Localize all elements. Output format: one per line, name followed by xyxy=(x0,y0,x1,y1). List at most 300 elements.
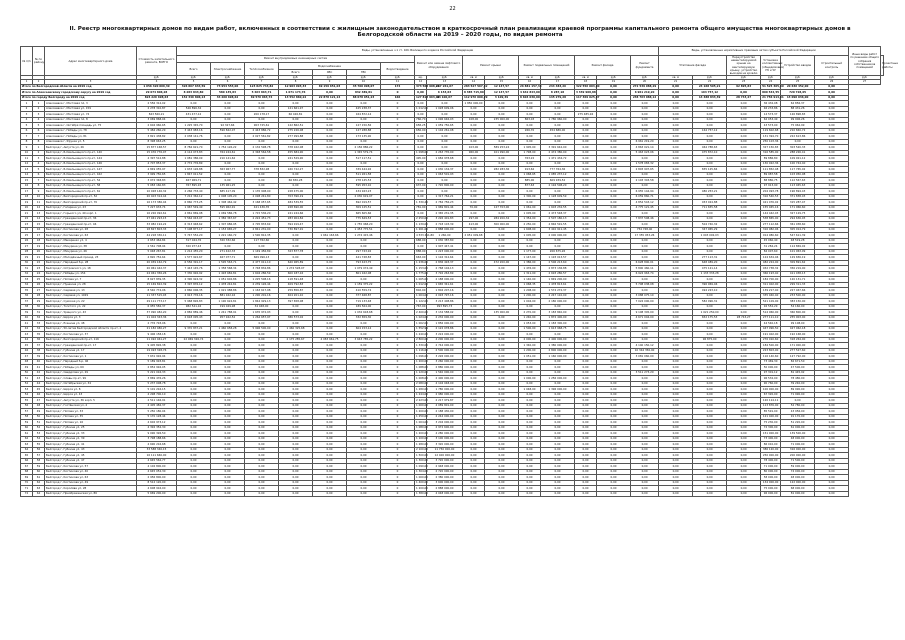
table-cell: 0,00 xyxy=(693,156,727,162)
row-district-number: 36 xyxy=(33,337,45,343)
table-cell: 0,00 xyxy=(727,244,761,250)
table-cell: 0,00 xyxy=(575,178,597,184)
header-address: Адрес многоквартирного дома xyxy=(45,47,137,76)
total-cell: 22 878 121,14 xyxy=(313,95,347,101)
table-cell: 0,00 xyxy=(727,425,761,431)
table-cell: 0,00 xyxy=(597,227,631,233)
table-cell: 0,00 xyxy=(597,266,631,272)
table-cell: 0,00 xyxy=(541,134,575,140)
table-cell: 44 218 330,11 xyxy=(137,233,177,239)
row-address: Алексеевка г, Мостовая пл, 8 xyxy=(45,117,137,123)
table-cell: 14 573,37 xyxy=(761,112,781,118)
unit-label: руб. xyxy=(693,76,727,80)
table-cell: 0,00 xyxy=(245,453,279,459)
table-cell: 0,00 xyxy=(815,381,849,387)
table-cell: 1 048,00 xyxy=(519,387,541,393)
table-cell: 0,00 xyxy=(463,123,485,129)
table-cell: 129 656,19 xyxy=(781,255,815,261)
table-cell: 386 573,02 xyxy=(279,315,313,321)
table-cell: 0,00 xyxy=(659,453,693,459)
row-number: 20 xyxy=(21,205,33,211)
table-cell: 0,00 xyxy=(519,425,541,431)
table-cell: 475 872,10 xyxy=(693,150,727,156)
total-cell: 12 147,57 xyxy=(485,84,519,90)
table-cell: 4 104 048,00 xyxy=(427,381,463,387)
table-cell: 0,00 xyxy=(347,381,381,387)
table-cell: 2 180 000,00 xyxy=(541,299,575,305)
table-cell: 0,00 xyxy=(597,205,631,211)
table-cell: 36 432,08 xyxy=(761,101,781,107)
table-cell: 0,00 xyxy=(463,321,485,327)
row-number: 58 xyxy=(21,414,33,420)
table-cell: 0,00 xyxy=(659,260,693,266)
row-address: Белгород г, Костюкова ул, 40 xyxy=(45,469,137,475)
table-cell: 5 669 200,00 xyxy=(137,491,177,497)
column-number: 12 xyxy=(415,80,427,84)
table-cell: 0,00 xyxy=(177,464,211,470)
table-cell: 191 402,00 xyxy=(761,332,781,338)
table-cell: 0,00 xyxy=(575,398,597,404)
table-cell: 0,00 xyxy=(245,409,279,415)
table-cell: 0,00 xyxy=(463,161,485,167)
row-number: 68 xyxy=(21,469,33,475)
table-cell: 0,00 xyxy=(727,128,761,134)
table-cell: 283 904,84 xyxy=(279,216,313,222)
table-cell: 0,00 xyxy=(463,354,485,360)
table-cell: 122 000,00 xyxy=(781,480,815,486)
table-cell: 10 344 356,00 xyxy=(631,348,659,354)
table-cell: 6 059 860,71 xyxy=(631,194,659,200)
table-cell: 4 775 121,45 xyxy=(631,205,659,211)
table-cell: 0,00 xyxy=(313,117,347,123)
table-cell: 0,00 xyxy=(597,293,631,299)
column-number: 19 xyxy=(597,80,631,84)
table-cell: 0 xyxy=(381,381,415,387)
table-cell: 2 232 000,00 xyxy=(427,315,463,321)
table-cell: 0,00 xyxy=(597,381,631,387)
row-address: Алексеевка г, Победы ул, 78 xyxy=(45,128,137,134)
row-number: 9 xyxy=(21,145,33,151)
total-cell: 1 071 174,76 xyxy=(279,90,313,96)
table-cell: 0,00 xyxy=(659,299,693,305)
table-cell: 0,00 xyxy=(415,112,427,118)
table-cell: 222 613,86 xyxy=(781,134,815,140)
table-cell: 0,00 xyxy=(659,354,693,360)
table-cell: 0,00 xyxy=(313,332,347,338)
table-cell: 0,00 xyxy=(177,447,211,453)
table-cell: 2 278 310,87 xyxy=(137,106,177,112)
table-cell: 0,00 xyxy=(177,139,211,145)
table-cell: 0,00 xyxy=(313,134,347,140)
table-cell: 0,00 xyxy=(177,436,211,442)
row-district-number: 21 xyxy=(33,255,45,261)
table-cell: 9 406 158,18 xyxy=(137,332,177,338)
table-cell: 127 792,00 xyxy=(781,354,815,360)
table-cell: 1 177,00 xyxy=(519,249,541,255)
table-cell: 0,00 xyxy=(485,134,519,140)
table-cell: 0,00 xyxy=(575,447,597,453)
table-cell: 130 022,36 xyxy=(761,161,781,167)
table-cell: 0,00 xyxy=(815,425,849,431)
table-cell: 0,00 xyxy=(659,271,693,277)
table-cell: 0,00 xyxy=(463,387,485,393)
table-cell: 0,00 xyxy=(693,293,727,299)
table-cell: 0,00 xyxy=(597,425,631,431)
table-cell: 0,00 xyxy=(597,304,631,310)
unit-label: руб. xyxy=(815,76,849,80)
table-cell: 0,00 xyxy=(597,134,631,140)
table-cell: 0,00 xyxy=(575,189,597,195)
table-cell: 19 493 328,76 xyxy=(137,348,177,354)
table-cell: 1 311,00 xyxy=(519,271,541,277)
row-number: 35 xyxy=(21,288,33,294)
row-district-number: 38 xyxy=(33,348,45,354)
table-cell: 0,00 xyxy=(211,117,245,123)
table-cell: 2 080,00 xyxy=(416,381,428,386)
table-cell: 0,00 xyxy=(519,403,541,409)
table-cell: 1 967 549,49 xyxy=(177,205,211,211)
table-cell: 184 700,00 xyxy=(761,277,781,283)
table-cell: 317 044,76 xyxy=(177,238,211,244)
table-cell: 0 xyxy=(381,271,415,277)
table-cell: 1 000,00 xyxy=(519,376,541,382)
table-cell: 0,00 xyxy=(597,491,631,497)
table-cell: 0,00 xyxy=(541,475,575,481)
table-cell: 0,00 xyxy=(693,139,727,145)
table-cell: 5 747 552,20 xyxy=(177,233,211,239)
table-cell: 0,00 xyxy=(211,409,245,415)
table-cell: 0,00 xyxy=(463,194,485,200)
row-district-number: 18 xyxy=(33,238,45,244)
table-cell: 0,00 xyxy=(693,161,727,167)
table-cell: 0,00 xyxy=(631,304,659,310)
total-cell: 0,00 xyxy=(415,90,427,96)
table-cell: 0,00 xyxy=(347,442,381,448)
table-cell: 75 000,00 xyxy=(761,486,781,492)
table-cell: 5 237 008,78 xyxy=(137,381,177,387)
table-cell: 1 080,00 xyxy=(416,425,428,430)
table-cell: 0,00 xyxy=(631,480,659,486)
table-cell: 1 163 617,98 xyxy=(245,288,279,294)
table-cell: 0,00 xyxy=(815,216,849,222)
total-cell: 28 743,27 xyxy=(727,95,761,101)
table-cell: 5 221 016,33 xyxy=(137,370,177,376)
table-cell: 1 200,00 xyxy=(519,293,541,299)
table-cell: 271 422,33 xyxy=(211,249,245,255)
unit-label: руб. xyxy=(849,76,881,80)
table-cell: 0,00 xyxy=(177,343,211,349)
row-address: Белгород г, Б.Хмельницкого пр-кт, 146 xyxy=(45,161,137,167)
table-cell: 0,00 xyxy=(485,156,519,162)
table-cell: 0,00 xyxy=(575,200,597,206)
table-cell: 0,00 xyxy=(631,381,659,387)
table-cell: 1 241 788,91 xyxy=(211,310,245,316)
table-cell: 0,00 xyxy=(415,145,427,151)
table-cell: 1 493 682,81 xyxy=(211,271,245,277)
table-cell: 0,00 xyxy=(575,271,597,277)
table-cell: 0 xyxy=(381,315,415,321)
table-cell: 6 955 144,94 xyxy=(631,189,659,195)
table-cell: 0,00 xyxy=(485,299,519,305)
table-cell: 0,00 xyxy=(279,480,313,486)
row-address: Белгород г, Губкина ул, 25 xyxy=(45,425,137,431)
table-cell: 0,00 xyxy=(631,244,659,250)
row-address: Белгород г, Пушкина ул, 28 xyxy=(45,282,137,288)
table-cell: 0,00 xyxy=(313,271,347,277)
table-cell: 0,00 xyxy=(313,469,347,475)
column-number: 9 xyxy=(313,80,347,84)
table-cell: 0 xyxy=(381,123,415,129)
table-cell: 484 539,55 xyxy=(279,200,313,206)
table-cell: 311 402,00 xyxy=(761,282,781,288)
table-cell: 0,00 xyxy=(485,343,519,349)
table-cell: 0,00 xyxy=(463,453,485,459)
table-cell: 66 830,28 xyxy=(279,178,313,184)
table-cell: 0,00 xyxy=(279,117,313,123)
table-cell: 767 895,93 xyxy=(177,183,211,189)
total-cell: 13 552 860,22 xyxy=(279,95,313,101)
table-cell: 200 178,17 xyxy=(245,112,279,118)
table-cell: 0,00 xyxy=(245,425,279,431)
table-cell: 0 xyxy=(381,310,415,316)
table-cell: 0,00 xyxy=(693,321,727,327)
table-cell: 1 193 013,57 xyxy=(541,255,575,261)
table-cell: 0,00 xyxy=(727,365,761,371)
table-cell: 316 000,00 xyxy=(781,447,815,453)
table-cell: 0 xyxy=(381,326,415,332)
table-cell: 0,00 xyxy=(211,172,245,178)
table-cell: 0,00 xyxy=(631,326,659,332)
total-cell: 112 976 000,29 xyxy=(464,95,488,100)
table-cell: 0,00 xyxy=(485,486,519,492)
table-cell: 309 125,51 xyxy=(347,205,381,211)
table-cell: 504 740,32 xyxy=(693,222,727,228)
table-cell: 189 564,00 xyxy=(347,304,381,310)
total-cell: 69 159 651,03 xyxy=(313,84,347,90)
table-cell: 1 603 232,55 xyxy=(541,205,575,211)
table-cell: 5 996 500,00 xyxy=(245,326,279,332)
row-district-number: 6 xyxy=(33,172,45,178)
table-cell: 0,00 xyxy=(597,326,631,332)
table-cell: 0,00 xyxy=(313,260,347,266)
table-cell: 16 226 092,61 xyxy=(137,211,177,217)
table-cell: 20 939 162,79 xyxy=(137,260,177,266)
table-cell: 595 953,10 xyxy=(347,183,381,189)
table-cell: 0,00 xyxy=(727,431,761,437)
table-cell: 10 028 146,32 xyxy=(137,189,177,195)
table-cell: 0,00 xyxy=(541,469,575,475)
table-cell: 33 982 194,22 xyxy=(137,222,177,228)
table-cell: 0,00 xyxy=(347,398,381,404)
table-cell: 1 140,00 xyxy=(519,277,541,283)
table-cell: 0,00 xyxy=(631,458,659,464)
table-cell: 0,00 xyxy=(279,310,313,316)
table-cell: 0,00 xyxy=(631,183,659,189)
table-cell: 6 924 963,74 xyxy=(631,271,659,277)
table-cell: 5 048 267,81 xyxy=(137,249,177,255)
row-district-number: 59 xyxy=(33,464,45,470)
table-cell: 0,00 xyxy=(313,222,347,228)
table-cell: 0,00 xyxy=(485,376,519,382)
row-number: 29 xyxy=(21,255,33,261)
table-cell: 0,00 xyxy=(463,260,485,266)
table-cell: 127 288,88 xyxy=(347,128,381,134)
table-cell: 609 939,52 xyxy=(541,178,575,184)
table-cell: 11 404 343,36 xyxy=(137,315,177,321)
table-cell: 0,00 xyxy=(727,112,761,118)
table-cell: 0,00 xyxy=(727,293,761,299)
total-cell: 0,00 xyxy=(815,90,849,96)
unit-label: руб. xyxy=(137,76,177,80)
table-cell: 511 261,58 xyxy=(347,172,381,178)
table-cell: 0,00 xyxy=(177,420,211,426)
table-cell: 0,00 xyxy=(631,238,659,244)
table-cell: 0,00 xyxy=(485,194,519,200)
table-cell: 0,00 xyxy=(597,464,631,470)
table-cell: 1 221 160,72 xyxy=(211,233,245,239)
table-cell: 1 780 960,00 xyxy=(541,117,575,123)
table-cell: 0,00 xyxy=(463,348,485,354)
table-cell: 2 776 793,06 xyxy=(137,321,177,327)
row-address: Белгород г, Славы пр-кт, 99 xyxy=(45,376,137,382)
table-cell: 4 048 000,00 xyxy=(427,491,463,497)
table-cell: 2 477 011,10 xyxy=(245,260,279,266)
table-cell: 0,00 xyxy=(575,299,597,305)
table-cell: 0,00 xyxy=(815,464,849,470)
table-cell: 0,00 xyxy=(463,277,485,283)
table-cell: 1 032 618,68 xyxy=(347,310,381,316)
table-cell: 0,00 xyxy=(463,299,485,305)
table-cell: 7 837 508,46 xyxy=(631,216,659,222)
table-cell: 0,00 xyxy=(575,167,597,173)
table-cell: 347 965,29 xyxy=(693,227,727,233)
table-cell: 0 xyxy=(381,128,415,134)
table-cell: 0,00 xyxy=(597,156,631,162)
table-cell: 300 000,00 xyxy=(485,222,519,228)
header-system-drain: Водоотведение xyxy=(381,63,415,76)
table-cell: 0,00 xyxy=(279,486,313,492)
header-facade: Ремонт фасада xyxy=(575,56,631,76)
table-cell: 0,00 xyxy=(415,211,427,217)
table-cell: 0,00 xyxy=(463,403,485,409)
table-cell: 0,00 xyxy=(279,403,313,409)
table-cell: 0,00 xyxy=(519,398,541,404)
table-cell: 0,00 xyxy=(211,392,245,398)
table-cell: 0,00 xyxy=(541,244,575,250)
row-address: Белгород г, Попова ул, 7 xyxy=(45,277,137,283)
table-cell: 703 396,19 xyxy=(279,194,313,200)
table-cell: 0,00 xyxy=(727,222,761,228)
total-cell: 12 147,57 xyxy=(485,90,519,96)
table-cell: 0 xyxy=(381,293,415,299)
table-cell: 0,00 xyxy=(597,480,631,486)
unit-label: руб. xyxy=(597,76,631,80)
table-cell: 210 141,62 xyxy=(211,156,245,162)
table-cell: 0,00 xyxy=(575,486,597,492)
total-cell: 0,00 xyxy=(815,84,849,90)
table-cell: 0,00 xyxy=(659,370,693,376)
row-district-number: 57 xyxy=(33,453,45,459)
row-district-number: 64 xyxy=(33,491,45,497)
table-cell: 600 187,16 xyxy=(279,271,313,277)
total-cell: 51 525 305,69 xyxy=(762,84,784,89)
table-cell: 0,00 xyxy=(245,491,279,497)
table-cell: 0,00 xyxy=(727,381,761,387)
table-cell: 472 200,00 xyxy=(485,260,519,266)
table-cell: 0,00 xyxy=(541,436,575,442)
table-cell: 881 162,16 xyxy=(211,293,245,299)
table-cell: 96 875,00 xyxy=(693,337,727,343)
table-cell: 0,00 xyxy=(693,348,727,354)
table-cell: 3 798 188,66 xyxy=(137,436,177,442)
table-cell: 0,00 xyxy=(177,414,211,420)
table-cell: 206 675,26 xyxy=(541,249,575,255)
row-address: Белгород г, Сумская ул, 22 xyxy=(45,299,137,305)
table-cell: 0,00 xyxy=(727,332,761,338)
table-cell: 282 283,36 xyxy=(485,167,519,173)
table-cell: 0,00 xyxy=(427,139,463,145)
table-cell: 9 370 837,21 xyxy=(177,326,211,332)
row-district-number: 28 xyxy=(33,293,45,299)
table-cell: 4 089 801,00 xyxy=(427,403,463,409)
table-cell: 0,00 xyxy=(597,321,631,327)
table-cell: 0,00 xyxy=(631,491,659,497)
table-cell: 100 744,40 xyxy=(781,161,815,167)
row-address: Белгород г, Костюкова ул, 1 xyxy=(45,354,137,360)
table-cell: 5 170 128,44 xyxy=(137,414,177,420)
column-number: 27 xyxy=(849,80,881,84)
table-cell: 0,00 xyxy=(597,447,631,453)
table-cell: 0,00 xyxy=(485,293,519,299)
row-district-number: 29 xyxy=(33,299,45,305)
table-cell: 0,00 xyxy=(485,282,519,288)
row-address: Белгород г, Молодёжный проезд, 23 xyxy=(45,255,137,261)
table-cell: 0,00 xyxy=(427,145,463,151)
table-cell: 0,00 xyxy=(347,431,381,437)
table-cell: 1 214 455,20 xyxy=(177,249,211,255)
table-cell: 1 051,00 xyxy=(519,354,541,360)
table-cell: 0 xyxy=(381,354,415,360)
table-cell: 0,00 xyxy=(485,189,519,195)
table-cell: 75 962,99 xyxy=(781,123,815,129)
table-cell: 0,00 xyxy=(727,134,761,140)
table-cell: 2 651 009,68 xyxy=(463,233,485,239)
table-cell: 0,00 xyxy=(347,365,381,371)
table-cell: 0,00 xyxy=(541,486,575,492)
table-cell: 0,00 xyxy=(541,447,575,453)
table-cell: 0,00 xyxy=(693,194,727,200)
table-cell: 0,00 xyxy=(575,420,597,426)
table-cell: 0 xyxy=(381,255,415,261)
table-cell: 386 120,00 xyxy=(761,447,781,453)
row-address: Белгород г, Мичурина ул, 38 xyxy=(45,244,137,250)
total-cell: 45 700 998,07 xyxy=(347,84,381,90)
table-cell: 0,00 xyxy=(659,480,693,486)
table-cell: 0,00 xyxy=(815,299,849,305)
table-cell: 0,00 xyxy=(659,227,693,233)
table-cell: 0 xyxy=(381,392,415,398)
table-cell: 0,00 xyxy=(279,238,313,244)
row-number: 44 xyxy=(21,337,33,343)
table-cell: 200 000,00 xyxy=(781,453,815,459)
table-cell: 0,00 xyxy=(631,486,659,492)
table-cell: 0,00 xyxy=(575,414,597,420)
row-address: Белгород г, Урицкого ул, 43 xyxy=(45,310,137,316)
table-cell: 103 950,98 xyxy=(781,172,815,178)
row-district-number: 10 xyxy=(33,194,45,200)
row-number: 24 xyxy=(21,227,33,233)
table-cell: 0,00 xyxy=(245,101,279,107)
